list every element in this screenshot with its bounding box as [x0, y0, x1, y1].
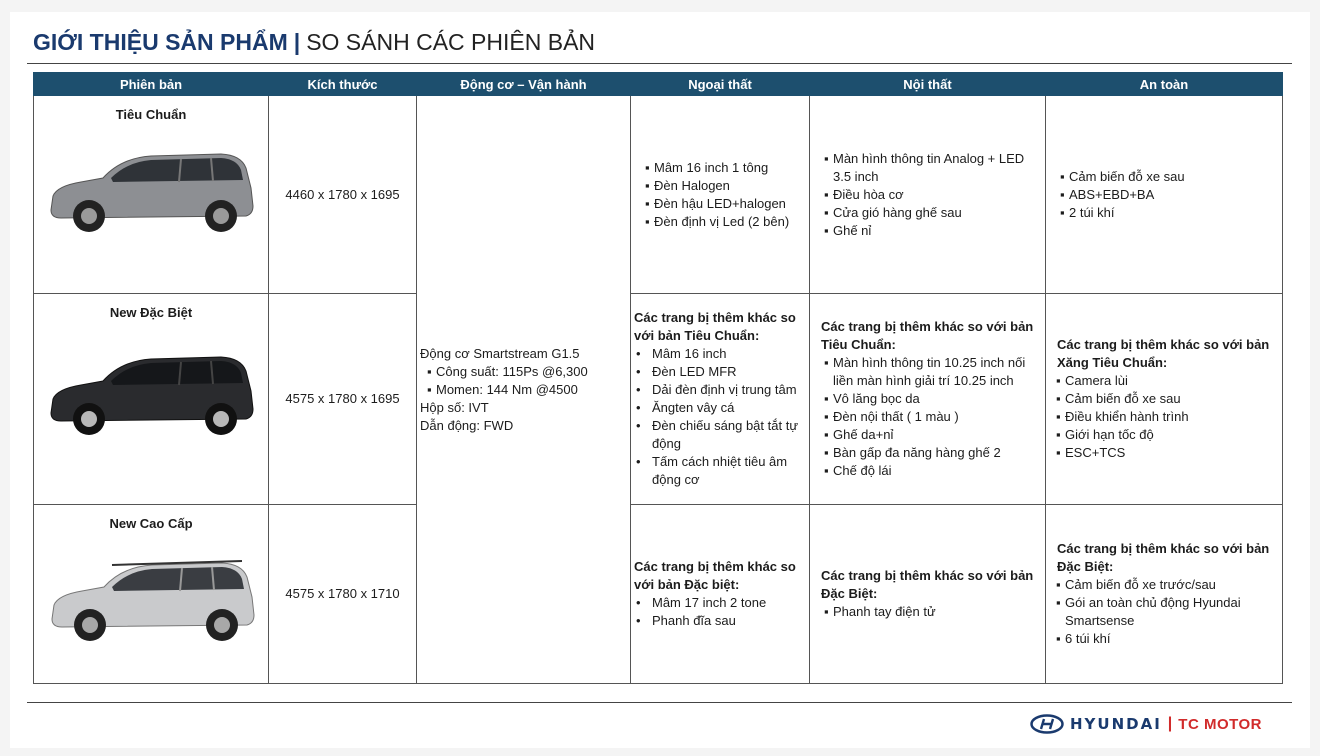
brand-name: HYUNDAI [1070, 715, 1162, 733]
feature-list [1049, 168, 1279, 222]
version-cell [34, 96, 269, 294]
engine-cell [417, 96, 631, 684]
table-row [34, 96, 1283, 294]
list-item: ▪ Màn hình thông tin 10.25 inch nối liền màn hình giải trí 10.25 inch [833, 354, 1042, 390]
footer-logo [1030, 713, 1262, 735]
header-size: Kích thước [269, 73, 417, 96]
list-item: • Tấm cách nhiệt tiêu âm động cơ [652, 453, 806, 489]
safety-cell [1046, 294, 1283, 505]
feature-list [634, 594, 806, 630]
list-item: ▪ Đèn định vị Led (2 bên) [654, 213, 806, 231]
header-safety: An toàn [1046, 73, 1283, 96]
title-divider [27, 63, 1292, 64]
comparison-table [33, 72, 1283, 684]
list-item: ▪ Ghế da+nỉ [833, 426, 1042, 444]
dealer-name: TC MOTOR [1178, 715, 1262, 733]
feature-list [813, 150, 1042, 240]
list-item: ▪ Màn hình thông tin Analog + LED 3.5 inch [833, 150, 1042, 186]
car-image [41, 336, 261, 446]
exterior-cell [631, 505, 810, 684]
interior-cell [810, 294, 1046, 505]
title-separator: | [293, 29, 301, 55]
exterior-cell [631, 96, 810, 294]
hyundai-logo-icon [1030, 714, 1064, 734]
list-item: • Đèn LED MFR [652, 363, 806, 381]
list-item: ▪ Đèn Halogen [654, 177, 806, 195]
engine-torque: ▪ Momen: 144 Nm @4500 [436, 381, 627, 399]
list-item: ▪ Ghế nỉ [833, 222, 1042, 240]
page-title [33, 28, 595, 56]
header-version: Phiên bản [34, 73, 269, 96]
list-item: ▪ Giới hạn tốc độ [1065, 426, 1279, 444]
size-cell: 4460 x 1780 x 1695 [269, 96, 417, 294]
engine-power: ▪ Công suất: 115Ps @6,300 [436, 363, 627, 381]
list-item: • Mâm 17 inch 2 tone [652, 594, 806, 612]
list-item: • Ăngten vây cá [652, 399, 806, 417]
car-image [37, 547, 267, 647]
list-item: • Đèn chiếu sáng bật tắt tự động [652, 417, 806, 453]
interior-cell [810, 96, 1046, 294]
list-item: ▪ Vô lăng bọc da [833, 390, 1042, 408]
interior-cell [810, 505, 1046, 684]
size-cell: 4575 x 1780 x 1695 [269, 294, 417, 505]
section-heading: Các trang bị thêm khác so với bản Tiêu Chuẩn: [634, 310, 796, 343]
list-item: ▪ ESC+TCS [1065, 444, 1279, 462]
table-header-row [34, 73, 1283, 96]
version-cell [34, 505, 269, 684]
section-heading: Các trang bị thêm khác so với bản Xăng Tiêu Chuẩn: [1057, 337, 1270, 370]
version-name: Tiêu Chuẩn [115, 107, 187, 122]
list-item: ▪ Điều khiển hành trình [1065, 408, 1279, 426]
header-engine: Động cơ – Vận hành [417, 73, 631, 96]
list-item: ▪ Phanh tay điện tử [833, 603, 1042, 621]
header-exterior: Ngoại thất [631, 73, 810, 96]
drivetrain: Dẫn động: FWD [420, 417, 514, 433]
version-cell [34, 294, 269, 505]
list-item: ▪ 2 túi khí [1069, 204, 1279, 222]
section-heading: Các trang bị thêm khác so với bản Đặc biệt: [634, 559, 796, 592]
feature-list [634, 345, 806, 489]
page-title-main: GIỚI THIỆU SẢN PHẨM [33, 29, 288, 55]
list-item: ▪ Cảm biến đỗ xe sau [1069, 168, 1279, 186]
engine-specs [420, 363, 627, 399]
list-item: • Mâm 16 inch [652, 345, 806, 363]
version-name: New Cao Cấp [109, 516, 193, 531]
engine-name: Động cơ Smartstream G1.5 [420, 345, 580, 361]
feature-list [813, 354, 1042, 480]
list-item: ▪ Điều hòa cơ [833, 186, 1042, 204]
safety-cell [1046, 505, 1283, 684]
list-item: ▪ ABS+EBD+BA [1069, 186, 1279, 204]
list-item: ▪ Cửa gió hàng ghế sau [833, 204, 1042, 222]
car-image [41, 138, 261, 238]
footer-divider [27, 702, 1292, 703]
list-item: ▪ Cảm biến đỗ xe trước/sau [1065, 576, 1279, 594]
list-item: ▪ Mâm 16 inch 1 tông [654, 159, 806, 177]
list-item: ▪ Gói an toàn chủ động Hyundai Smartsense [1065, 594, 1279, 630]
section-heading: Các trang bị thêm khác so với bản Tiêu Chuẩn: [821, 319, 1034, 352]
section-heading: Các trang bị thêm khác so với bản Đặc Biệt: [1057, 541, 1270, 574]
list-item: ▪ Đèn nội thất ( 1 màu ) [833, 408, 1042, 426]
list-item: ▪ Camera lùi [1065, 372, 1279, 390]
size-cell: 4575 x 1780 x 1710 [269, 505, 417, 684]
list-item: ▪ Bàn gấp đa năng hàng ghế 2 [833, 444, 1042, 462]
page-subtitle: SO SÁNH CÁC PHIÊN BẢN [306, 29, 596, 55]
safety-cell [1046, 96, 1283, 294]
list-item: • Dải đèn định vị trung tâm [652, 381, 806, 399]
header-interior: Nội thất [810, 73, 1046, 96]
feature-list [813, 603, 1042, 621]
version-name: New Đặc Biệt [109, 305, 193, 320]
feature-list [634, 159, 806, 231]
logo-separator: | [1167, 715, 1173, 732]
list-item: • Phanh đĩa sau [652, 612, 806, 630]
table-row [34, 505, 1283, 684]
section-heading: Các trang bị thêm khác so với bản Đặc Biệt: [821, 568, 1034, 601]
list-item: ▪ Cảm biến đỗ xe sau [1065, 390, 1279, 408]
table-row [34, 294, 1283, 505]
gearbox: Hộp số: IVT [420, 399, 489, 415]
feature-list [1049, 372, 1279, 462]
list-item: ▪ 6 túi khí [1065, 630, 1279, 648]
feature-list [1049, 576, 1279, 648]
exterior-cell [631, 294, 810, 505]
list-item: ▪ Đèn hậu LED+halogen [654, 195, 806, 213]
list-item: ▪ Chế độ lái [833, 462, 1042, 480]
